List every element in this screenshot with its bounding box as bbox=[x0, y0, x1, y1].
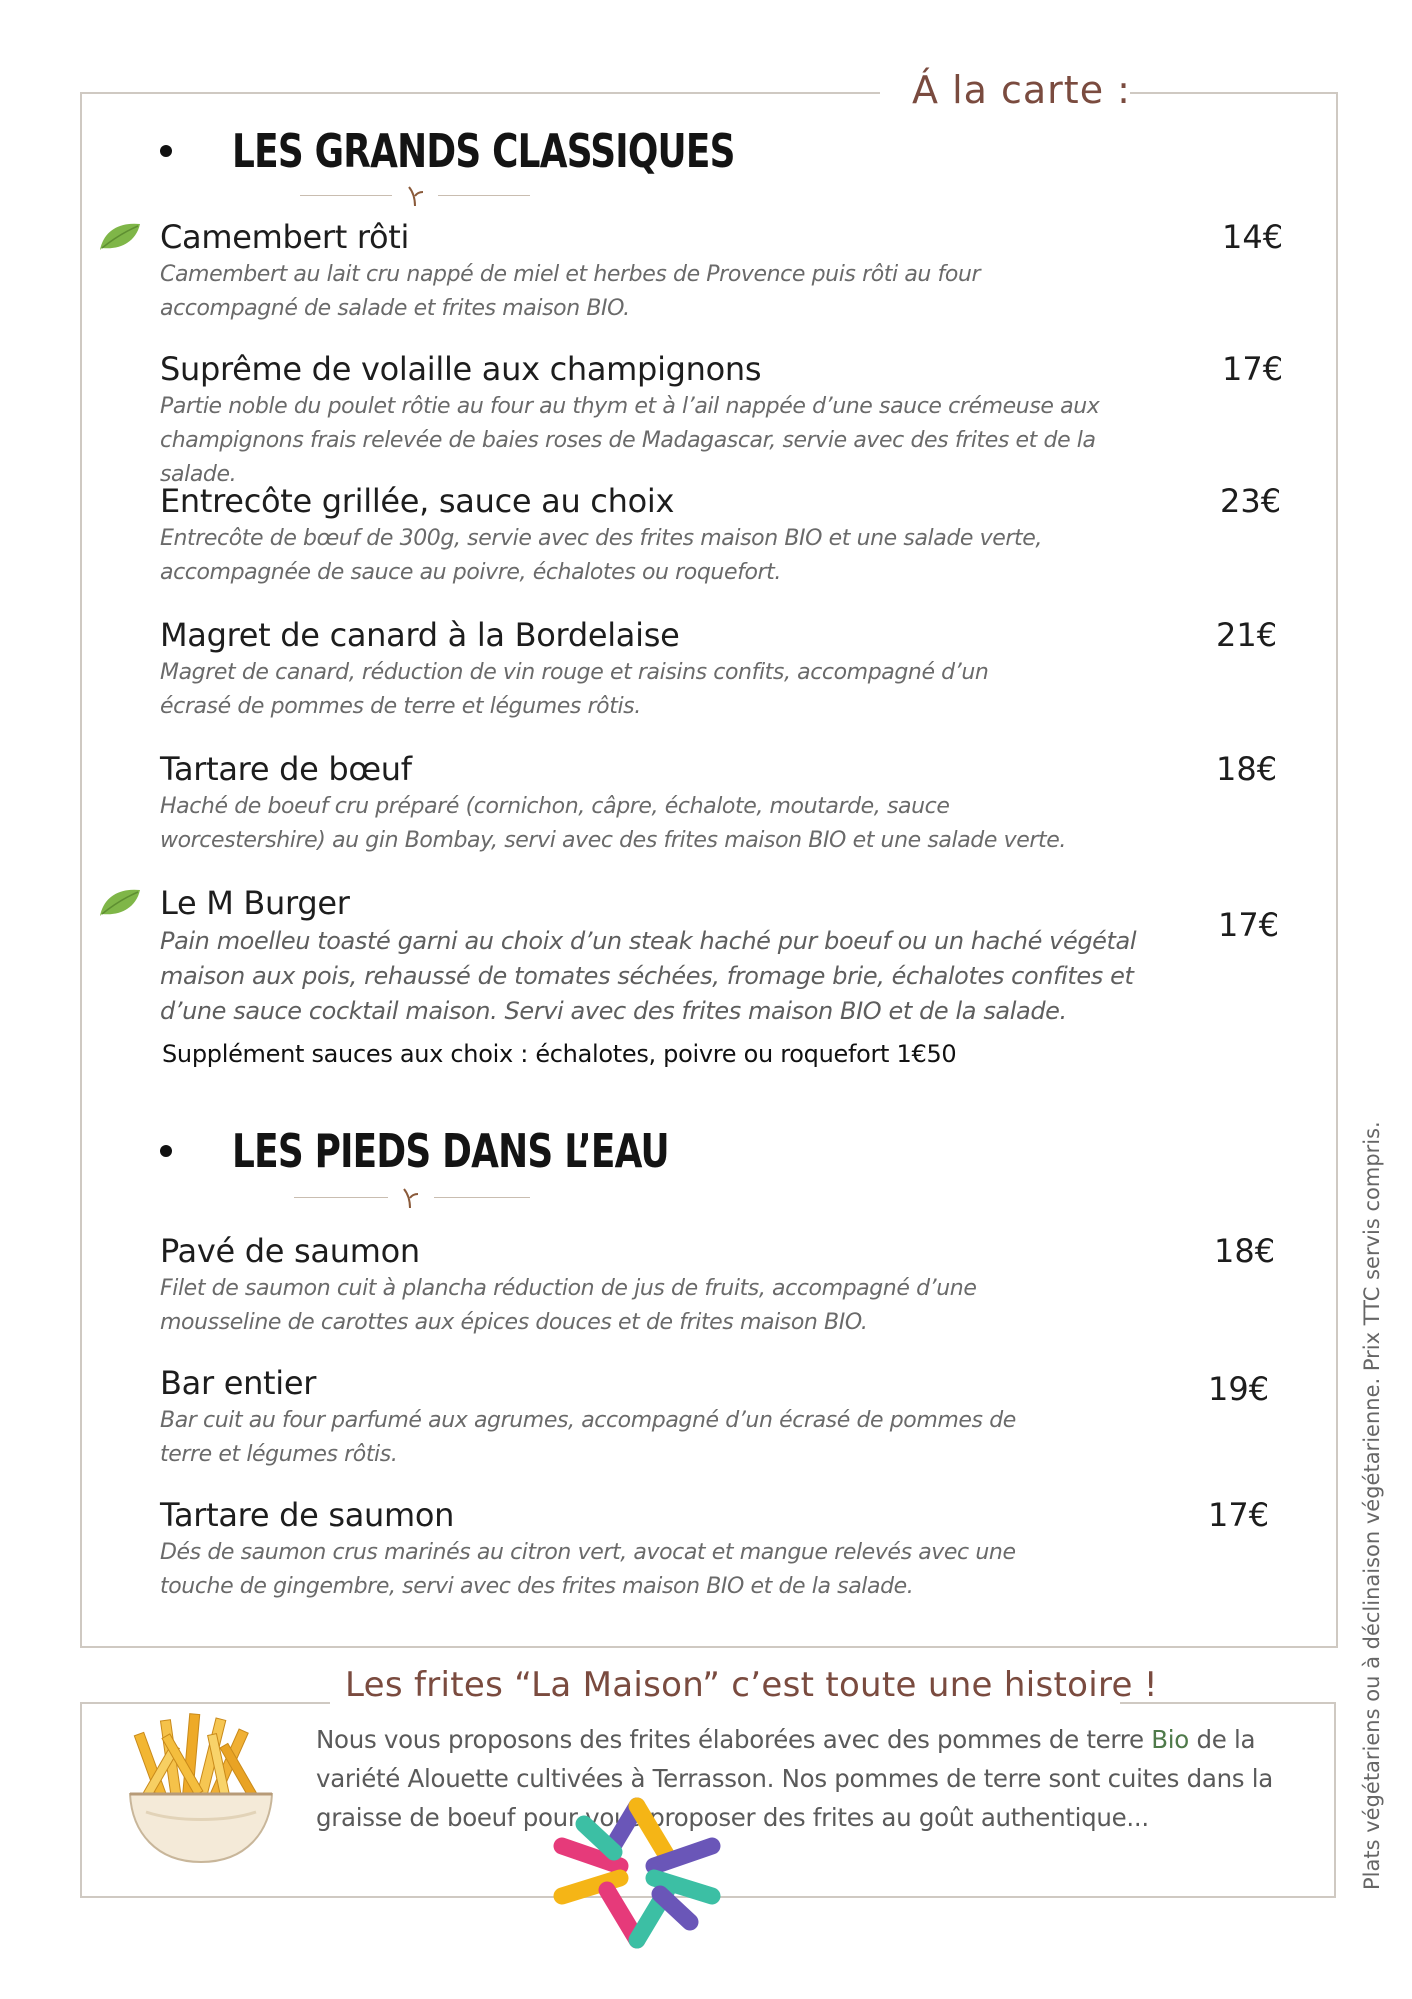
menu-item-bar-entier bbox=[160, 1364, 1290, 1472]
vegetarian-legend-note: Plats végétariens ou à déclinaison végétarienne. Prix TTC servis compris. bbox=[1360, 1121, 1384, 1890]
menu-item-entrecote bbox=[160, 482, 1290, 590]
item-description: Camembert au lait cru nappé de miel et herbes de Provence puis rôti au four accompagné de salade et frites maison BIO. bbox=[160, 262, 981, 321]
item-name: Magret de canard à la Bordelaise bbox=[160, 616, 680, 654]
fries-bowl-illustration bbox=[116, 1702, 286, 1872]
item-name: Bar entier bbox=[160, 1364, 317, 1402]
fries-box-title: Les frites “La Maison” c’est toute une histoire ! bbox=[345, 1665, 1158, 1705]
menu-item-tartare-boeuf bbox=[160, 750, 1290, 858]
item-name: Suprême de volaille aux champignons bbox=[160, 350, 762, 388]
item-description: Filet de saumon cuit à plancha réduction de jus de fruits, accompagné d’une mousseline de carottes aux épices douces et de frites maison BIO. bbox=[160, 1276, 977, 1335]
item-price: 17€ bbox=[1218, 906, 1280, 944]
item-name: Entrecôte grillée, sauce au choix bbox=[160, 482, 675, 520]
menu-item-supreme-volaille bbox=[160, 350, 1290, 492]
item-price: 19€ bbox=[1208, 1370, 1270, 1408]
sauce-supplement-note: Supplément sauces aux choix : échalotes, poivre ou roquefort 1€50 bbox=[162, 1040, 957, 1068]
item-price: 17€ bbox=[1208, 1496, 1270, 1534]
item-description: Entrecôte de bœuf de 300g, servie avec des frites maison BIO et une salade verte, accompagnée de sauce au poivre, échalotes ou roquefort. bbox=[160, 526, 1042, 585]
bullet bbox=[160, 1145, 172, 1157]
divider-flourish bbox=[294, 1186, 530, 1210]
item-name: Le M Burger bbox=[160, 884, 350, 922]
divider-flourish bbox=[300, 184, 530, 208]
section-title: LES GRANDS CLASSIQUES bbox=[232, 124, 735, 178]
sprig-icon bbox=[398, 1186, 422, 1210]
item-name: Tartare de bœuf bbox=[160, 750, 412, 788]
star-logo-icon bbox=[542, 1778, 732, 1968]
menu-item-tartare-saumon bbox=[160, 1496, 1290, 1604]
item-description: Bar cuit au four parfumé aux agrumes, accompagné d’un écrasé de pommes de terre et légumes rôtis. bbox=[160, 1408, 1016, 1467]
fries-box-text: Nous vous proposons des frites élaborées avec des pommes de terre Bio de la variété Alouette cultivées à Terrasson. Nos pommes de terre sont cuites dans la graisse de boeuf pour vous proposer des frites au goût authentique... bbox=[316, 1725, 1273, 1832]
item-description: Partie noble du poulet rôtie au four au thym et à l’ail nappée d’une sauce crémeuse aux champignons frais relevée de baies roses de Madagascar, servie avec des frites et de la salade. bbox=[160, 394, 1100, 487]
item-description: Haché de boeuf cru préparé (cornichon, câpre, échalote, moutarde, sauce worcestershire) au gin Bombay, servi avec des frites maison BIO et une salade verte. bbox=[160, 794, 1066, 853]
item-name: Pavé de saumon bbox=[160, 1232, 420, 1270]
vegetarian-leaf-icon bbox=[98, 220, 142, 252]
menu-item-magret bbox=[160, 616, 1290, 724]
item-price: 17€ bbox=[1222, 350, 1284, 388]
menu-item-camembert bbox=[160, 218, 1290, 326]
section-title: LES PIEDS DANS L’EAU bbox=[232, 1124, 669, 1178]
item-description: Dés de saumon crus marinés au citron vert, avocat et mangue relevés avec une touche de gingembre, servi avec des frites maison BIO et de la salade. bbox=[160, 1540, 1016, 1599]
item-price: 21€ bbox=[1216, 616, 1278, 654]
sprig-icon bbox=[403, 184, 427, 208]
carte-title: Á la carte : bbox=[912, 68, 1131, 112]
item-price: 18€ bbox=[1216, 750, 1278, 788]
section-header-grands-classiques bbox=[160, 124, 876, 178]
item-description: Pain moelleu toasté garni au choix d’un steak haché pur boeuf ou un haché végétal maison aux pois, rehaussé de tomates séchées, fromage brie, échalotes confites et d’une sauce cocktail maison. Servi avec des frites maison BIO et de la salade. bbox=[160, 927, 1137, 1025]
section-header-pieds-dans-leau bbox=[160, 1124, 792, 1178]
item-price: 23€ bbox=[1220, 482, 1282, 520]
vegetarian-leaf-icon bbox=[98, 886, 142, 918]
item-name: Camembert rôti bbox=[160, 218, 410, 256]
item-price: 18€ bbox=[1214, 1232, 1276, 1270]
item-price: 14€ bbox=[1222, 218, 1284, 256]
item-description: Magret de canard, réduction de vin rouge et raisins confits, accompagné d’un écrasé de pommes de terre et légumes rôtis. bbox=[160, 660, 989, 719]
menu-item-pave-saumon bbox=[160, 1232, 1290, 1340]
item-name: Tartare de saumon bbox=[160, 1496, 455, 1534]
menu-item-m-burger bbox=[160, 884, 1290, 1029]
bullet bbox=[160, 145, 172, 157]
